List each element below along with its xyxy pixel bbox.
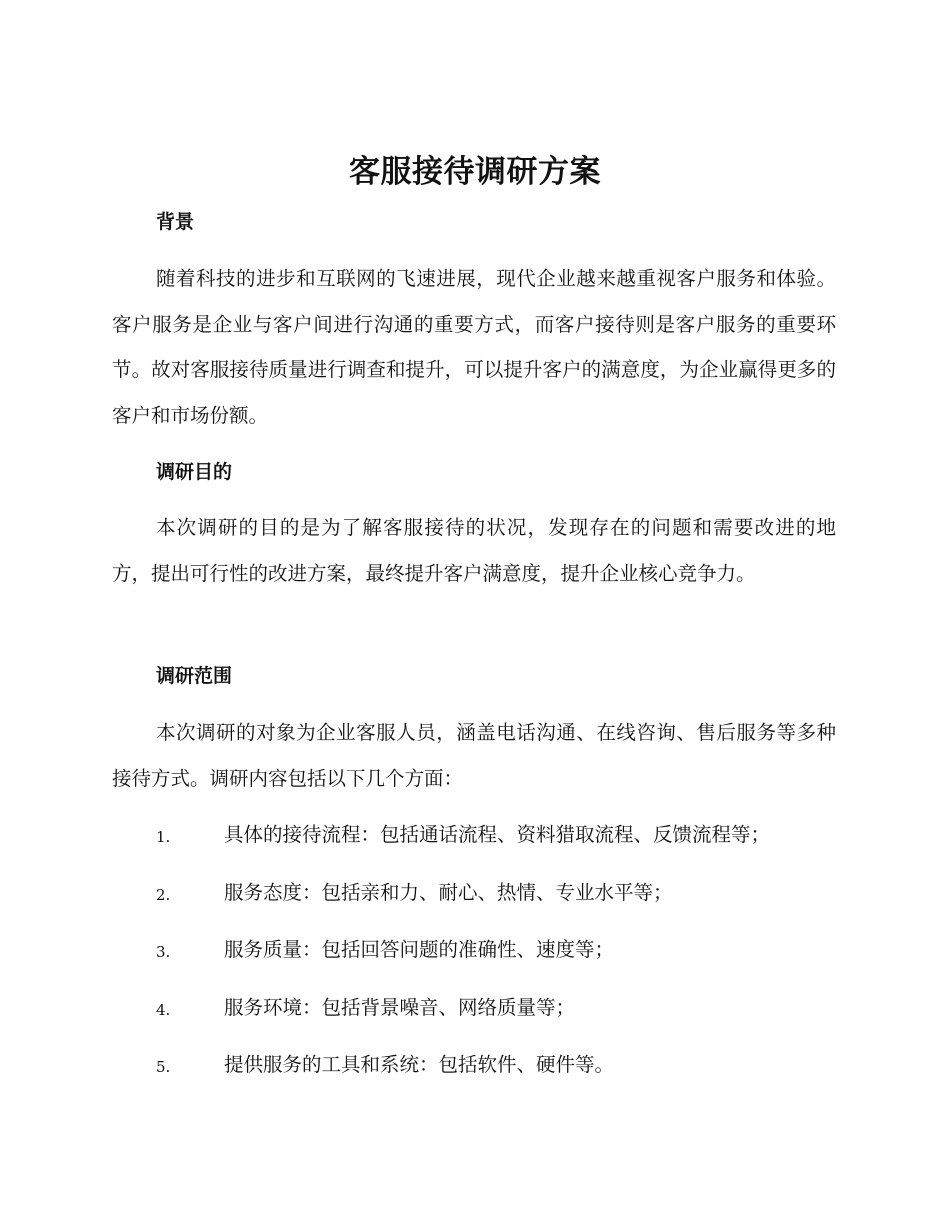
list-item-text: 提供服务的工具和系统：包括软件、硬件等。 [224,1053,615,1076]
list-item-number: 1. [156,828,171,846]
list-item [0,930,950,988]
list-item-number: 2. [156,885,171,904]
scope-list [0,815,950,1103]
list-item-text: 服务环境：包括背景噪音、网络质量等； [224,995,576,1019]
section-paragraph-background: 随着科技的进步和互联网的飞速进展，现代企业越来越重视客户服务和体验。客户服务是企业与客户间进行沟通的重要方式，而客户接待则是客户服务的重要环节。故对客服接待质量进行调查和提升，可以提升客户的满意度，为企业赢得更多的客户和市场份额。 [112,267,836,427]
list-item-number: 4. [156,1000,171,1019]
list-item [0,1045,950,1103]
list-item-number: 5. [156,1058,171,1076]
section-paragraph-scope: 本次调研的对象为企业客服人员，涵盖电话沟通、在线咨询、售后服务等多种接待方式。调研内容包括以下几个方面： [112,721,836,790]
list-item-number: 3. [156,943,171,961]
list-item [0,873,950,931]
section-heading-purpose: 调研目的 [156,461,233,483]
list-item-text: 具体的接待流程：包括通话流程、资料猎取流程、反馈流程等； [224,823,771,846]
section-paragraph-purpose: 本次调研的目的是为了解客服接待的状况，发现存在的问题和需要改进的地方，提出可行性的改进方案，最终提升客户满意度，提升企业核心竞争力。 [112,516,836,585]
section-heading-scope: 调研范围 [156,665,233,687]
list-item [0,815,950,873]
section-heading-background: 背景 [156,211,195,233]
list-item [0,988,950,1046]
list-item-text: 服务态度：包括亲和力、耐心、热情、专业水平等； [224,880,673,904]
document-title: 客服接待调研方案 [349,154,601,190]
list-item-text: 服务质量：包括回答问题的准确性、速度等； [224,938,615,961]
